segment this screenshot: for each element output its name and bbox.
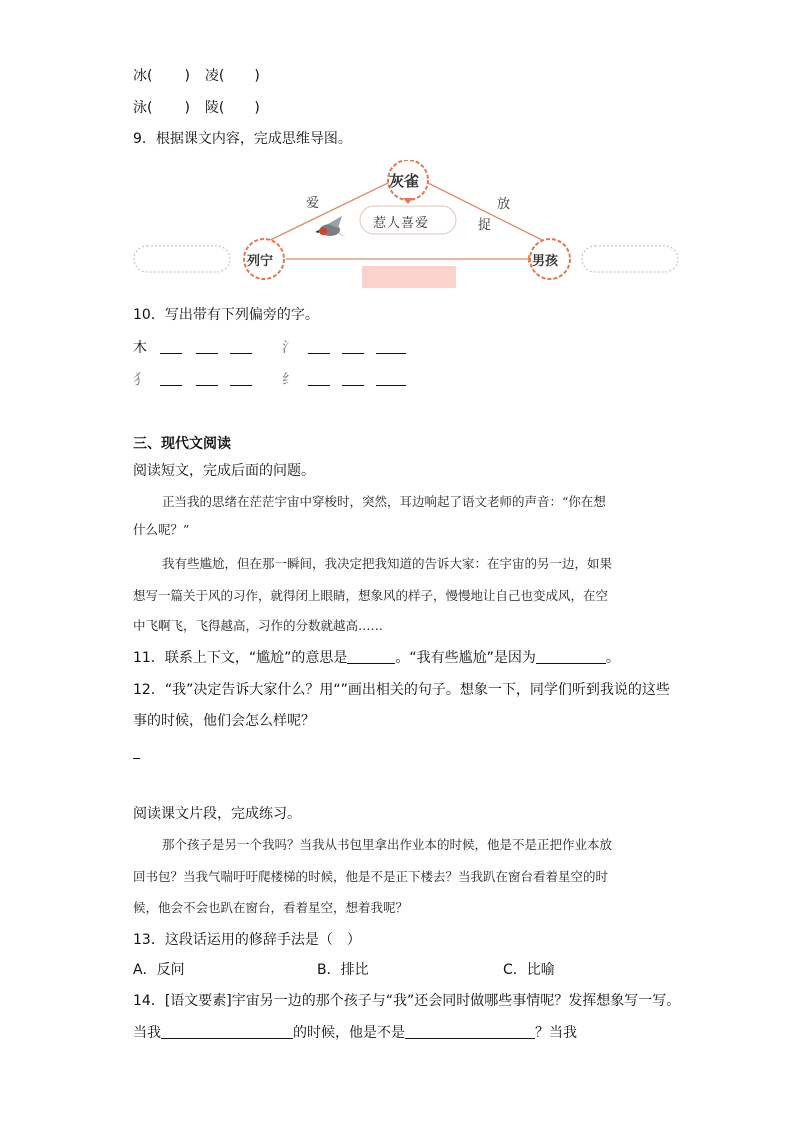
passage-line: 回书包？当我气喘吁吁爬楼梯的时候，他是不是正下楼去？当我趴在窗台看着星空的时 (133, 869, 609, 884)
answer-blank[interactable] (161, 1024, 293, 1039)
q10-prompt: 10．写出带有下列偏旁的字。 (133, 307, 319, 323)
node-top-pointer (403, 198, 413, 204)
q8-char-ling: 凌( (204, 68, 225, 84)
passage-line: 中飞啊飞，飞得越高，习作的分数就越高…… (133, 618, 384, 633)
answer-box-center[interactable] (362, 266, 456, 288)
blank[interactable] (196, 384, 218, 386)
passage-line: 想写一篇关于风的习作，就得闭上眼睛，想象风的样子，慢慢地让自己也变成风，在空 (133, 588, 609, 603)
answer-blank[interactable] (405, 1024, 535, 1039)
blank[interactable] (342, 384, 364, 386)
answer-dash[interactable] (133, 758, 140, 759)
q8-char-ling2: 陵( (204, 100, 225, 116)
q11: 11．联系上下文，“尴尬”的意思是 。“我有些尴尬”是因为 。 (133, 650, 620, 666)
middle-label-text: 惹人喜爱 (373, 216, 430, 231)
blank[interactable] (342, 352, 364, 354)
bird-icon (315, 216, 346, 238)
q14-prompt: 14．[语文要素]宇宙另一边的那个孩子与“我”还会同时做哪些事情呢？发挥想象写一写。 (133, 993, 681, 1009)
option-c[interactable]: C．比喻 (503, 962, 555, 978)
radical-mu: 木 (133, 340, 147, 356)
blank[interactable] (230, 352, 252, 354)
blank[interactable] (376, 352, 406, 354)
blank[interactable] (160, 384, 182, 386)
q14-fill: 当我 的时候，他是不是 ？当我 (133, 1025, 577, 1041)
reading-instruction-2: 阅读课文片段，完成练习。 (133, 806, 301, 822)
edge-label-love: 爱 (306, 196, 320, 211)
q8-char-yong: 泳( (133, 100, 153, 116)
passage-line: 什么呢？” (133, 522, 190, 537)
q12-line-2: 事的时候，他们会怎么样呢？ (133, 713, 315, 729)
node-right-label: 男孩 (532, 254, 559, 269)
answer-blank[interactable] (347, 649, 395, 664)
blank[interactable] (376, 384, 406, 386)
q8-char-bing: 冰( (133, 68, 153, 84)
passage-line: 那个孩子是另一个我吗？当我从书包里拿出作业本的时候，他是不是正把作业本放 (162, 837, 613, 852)
blank[interactable] (308, 352, 330, 354)
blank[interactable] (308, 384, 330, 386)
option-b[interactable]: B．排比 (317, 962, 369, 978)
answer-box-right[interactable] (582, 246, 678, 272)
edge-label-release: 放 (497, 197, 511, 212)
radical-quan: 犭 (133, 372, 147, 388)
q8-row-2: 泳( ) 陵( ) (133, 100, 260, 116)
blank[interactable] (230, 384, 252, 386)
passage-line: 候，他会不会也趴在窗台，看着星空，想着我呢？ (133, 900, 409, 915)
q13-prompt: 13．这段话运用的修辞手法是（ ） (133, 932, 361, 948)
option-a[interactable]: A．反问 (133, 962, 185, 978)
blank[interactable] (196, 352, 218, 354)
passage-line: 我有些尴尬，但在那一瞬间，我决定把我知道的告诉大家：在宇宙的另一边，如果 (162, 556, 613, 571)
passage-line: 正当我的思绪在茫茫宇宙中穿梭时，突然，耳边响起了语文老师的声音：“你在想 (162, 494, 606, 509)
q9-prompt: 9．根据课文内容，完成思维导图。 (133, 131, 352, 147)
blank[interactable] (160, 352, 182, 354)
q8-row-1: 冰( ) 凌( ) (133, 68, 260, 84)
reading-instruction: 阅读短文，完成后面的问题。 (133, 463, 315, 479)
section-heading: 三、现代文阅读 (133, 436, 231, 452)
q12-line-1: 12．“我”决定告诉大家什么？用“”画出相关的句子。想象一下，同学们听到我说的这些 (133, 682, 670, 698)
answer-blank[interactable] (536, 649, 606, 664)
radical-si: 纟 (282, 372, 296, 388)
node-top-label: 灰雀 (389, 172, 420, 190)
node-left-label: 列宁 (247, 254, 274, 269)
edge-label-catch: 捉 (478, 218, 492, 233)
radical-shui: 氵 (282, 340, 296, 356)
answer-box-left[interactable] (134, 246, 230, 272)
